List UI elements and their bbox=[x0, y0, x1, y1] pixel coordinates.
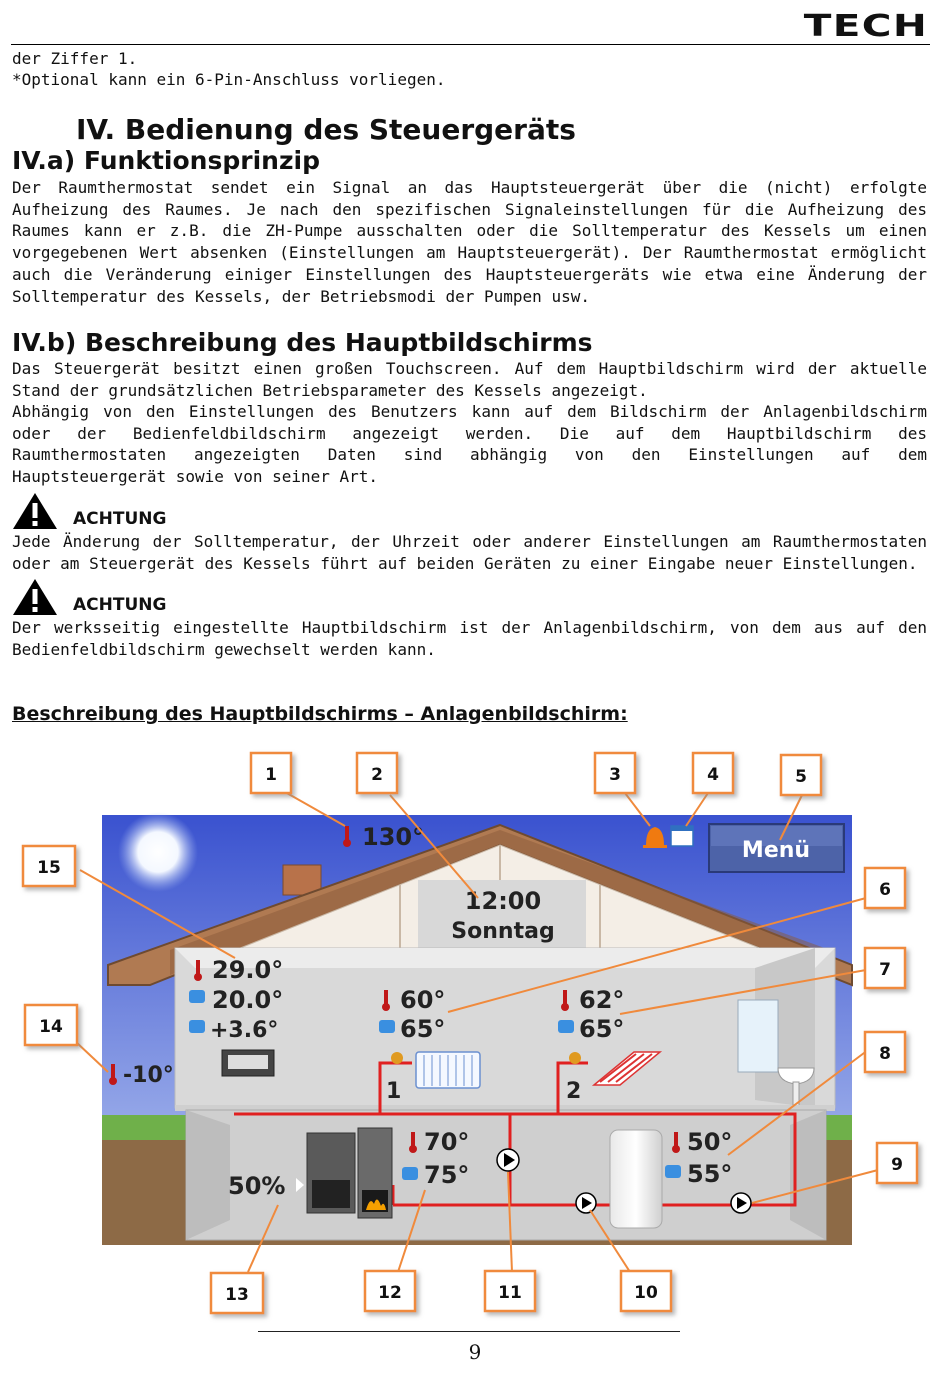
setpoint-hand-icon bbox=[189, 990, 205, 1003]
clock-time[interactable]: 12:00 bbox=[464, 887, 542, 915]
svg-text:14: 14 bbox=[39, 1017, 63, 1037]
svg-text:5: 5 bbox=[795, 767, 807, 787]
boiler-setpoint[interactable]: 75° bbox=[424, 1161, 470, 1189]
callout-10 bbox=[621, 1271, 671, 1311]
callout-4 bbox=[693, 753, 733, 793]
svg-text:13: 13 bbox=[225, 1285, 249, 1305]
warning-icon bbox=[12, 492, 58, 530]
warning-icon bbox=[12, 578, 58, 616]
section-a-body: Der Raumthermostat sendet ein Signal an das Hauptsteuergerät über die (nicht) erfolgte Aufheizung des Raumes. Je nach den spezifischen Signaleinstellungen für die Aufheizung des Raumes kann er z.B. die ZH-Pumpe ausschalten oder die Solltemperatur des Kessels um einen vorgegebenen Wert absenken (Einstellungen am Hauptsteuergerät). Der Raumthermostat ermöglicht auch die Veränderung einiger Einstellungen des Hauptsteuergeräts wie etwa eine Änderung der Solltemperatur des Kessels, der Betriebsmodi der Pumpen usw. bbox=[12, 178, 927, 306]
svg-text:6: 6 bbox=[879, 880, 891, 900]
svg-text:12: 12 bbox=[378, 1283, 402, 1303]
footer-rule bbox=[258, 1331, 680, 1332]
svg-text:3: 3 bbox=[609, 765, 621, 785]
section-b-body-2: Abhängig von den Einstellungen des Benutzers kann auf dem Bildschirm der Anlagenbildschirm oder der Bedienfeldbildschirm angezeigt werden. Die auf dem Hauptbildschirm des Raumthermostaten angezeigten Daten sind abhängig von den Einstellungen auf dem Hauptsteuergerät sowie von seiner Art. bbox=[12, 402, 927, 487]
warning-title-2: ACHTUNG bbox=[73, 595, 167, 615]
menu-button-label[interactable]: Menü bbox=[741, 838, 811, 863]
setpoint-hand-icon bbox=[665, 1165, 681, 1178]
pump-icon bbox=[497, 1149, 519, 1171]
tech-logo: TECH bbox=[803, 9, 928, 44]
room-difference: +3.6° bbox=[210, 1018, 279, 1043]
warning-text-2: Der werksseitig eingestellte Hauptbildschirm ist der Anlagenbildschirm, von dem aus auf den Bedienfeldbildschirm gewechselt werden kann. bbox=[12, 618, 927, 659]
warning-title-1: ACHTUNG bbox=[73, 509, 167, 529]
callout-14 bbox=[25, 1005, 77, 1045]
callout-6 bbox=[865, 868, 905, 908]
pump-icon bbox=[731, 1193, 751, 1213]
svg-text:4: 4 bbox=[707, 765, 719, 785]
callout-12 bbox=[365, 1271, 415, 1311]
header-rule bbox=[11, 44, 930, 45]
svg-text:1: 1 bbox=[265, 765, 277, 785]
callout-1 bbox=[251, 753, 291, 793]
intro-line-1: der Ziffer 1. bbox=[12, 49, 138, 68]
section-title: IV. Bedienung des Steuergeräts bbox=[76, 113, 576, 146]
svg-text:2: 2 bbox=[371, 765, 383, 785]
section-b-title: IV.b) Beschreibung des Hauptbildschirms bbox=[12, 328, 593, 357]
valve-icon bbox=[391, 1052, 403, 1064]
setpoint-hand-icon bbox=[379, 1020, 395, 1033]
sun-icon bbox=[118, 812, 198, 892]
boiler-current-temp: 70° bbox=[424, 1128, 470, 1156]
circuit-2-setpoint[interactable]: 65° bbox=[579, 1015, 625, 1043]
room-temp: 29.0° bbox=[212, 956, 284, 984]
circuit-1-temp: 60° bbox=[400, 986, 446, 1014]
callout-15 bbox=[23, 846, 75, 886]
callout-5 bbox=[781, 755, 821, 795]
svg-text:11: 11 bbox=[498, 1283, 522, 1303]
menu-button[interactable] bbox=[709, 824, 844, 872]
dhw-tank-icon bbox=[610, 1130, 662, 1228]
section-a-title: IV.a) Funktionsprinzip bbox=[12, 146, 320, 175]
circuit-2-number: 2 bbox=[566, 1079, 582, 1104]
setpoint-hand-icon bbox=[402, 1167, 418, 1180]
setpoint-hand-icon bbox=[189, 1020, 205, 1033]
figure-caption: Beschreibung des Hauptbildschirms – Anlagenbildschirm: bbox=[12, 703, 628, 725]
boiler-temp-top: 130° bbox=[362, 823, 425, 851]
callout-8 bbox=[865, 1032, 905, 1072]
fuel-level: 50% bbox=[228, 1172, 286, 1200]
setpoint-hand-icon bbox=[558, 1020, 574, 1033]
clock-day[interactable]: Sonntag bbox=[451, 919, 555, 944]
callout-9 bbox=[877, 1143, 917, 1183]
dhw-temp: 50° bbox=[687, 1128, 733, 1156]
page-number: 9 bbox=[468, 1340, 482, 1364]
svg-text:15: 15 bbox=[37, 858, 61, 878]
room-setpoint[interactable]: 20.0° bbox=[212, 986, 284, 1014]
callout-7 bbox=[865, 948, 905, 988]
callout-11 bbox=[485, 1271, 535, 1311]
circuit-1-setpoint[interactable]: 65° bbox=[400, 1015, 446, 1043]
pump-icon bbox=[576, 1193, 596, 1213]
shower-icon bbox=[738, 1000, 778, 1072]
callout-2 bbox=[357, 753, 397, 793]
warning-text-1: Jede Änderung der Solltemperatur, der Uhrzeit oder anderer Einstellungen am Raumthermostaten oder am Steuergerät des Kessels führt auf beiden Geräten zu einer Eingabe neuer Einstellungen. bbox=[12, 532, 927, 573]
svg-text:10: 10 bbox=[634, 1283, 658, 1303]
svg-text:8: 8 bbox=[879, 1044, 891, 1064]
main-screen-figure bbox=[0, 740, 950, 1330]
circuit-2-temp: 62° bbox=[579, 986, 625, 1014]
intro-line-2: *Optional kann ein 6-Pin-Anschluss vorliegen. bbox=[12, 70, 446, 89]
circuit-1-number: 1 bbox=[386, 1079, 402, 1104]
outside-temp: -10° bbox=[123, 1063, 174, 1088]
dhw-setpoint[interactable]: 55° bbox=[687, 1160, 733, 1188]
svg-text:9: 9 bbox=[891, 1155, 903, 1175]
callout-13 bbox=[211, 1273, 263, 1313]
callout-3 bbox=[595, 753, 635, 793]
valve-icon bbox=[569, 1052, 581, 1064]
svg-text:7: 7 bbox=[879, 960, 891, 980]
section-b-body-1: Das Steuergerät besitzt einen großen Touchscreen. Auf dem Hauptbildschirm wird der aktuelle Stand der grundsätzlichen Betriebsparameter des Kessels angezeigt. bbox=[12, 359, 927, 400]
